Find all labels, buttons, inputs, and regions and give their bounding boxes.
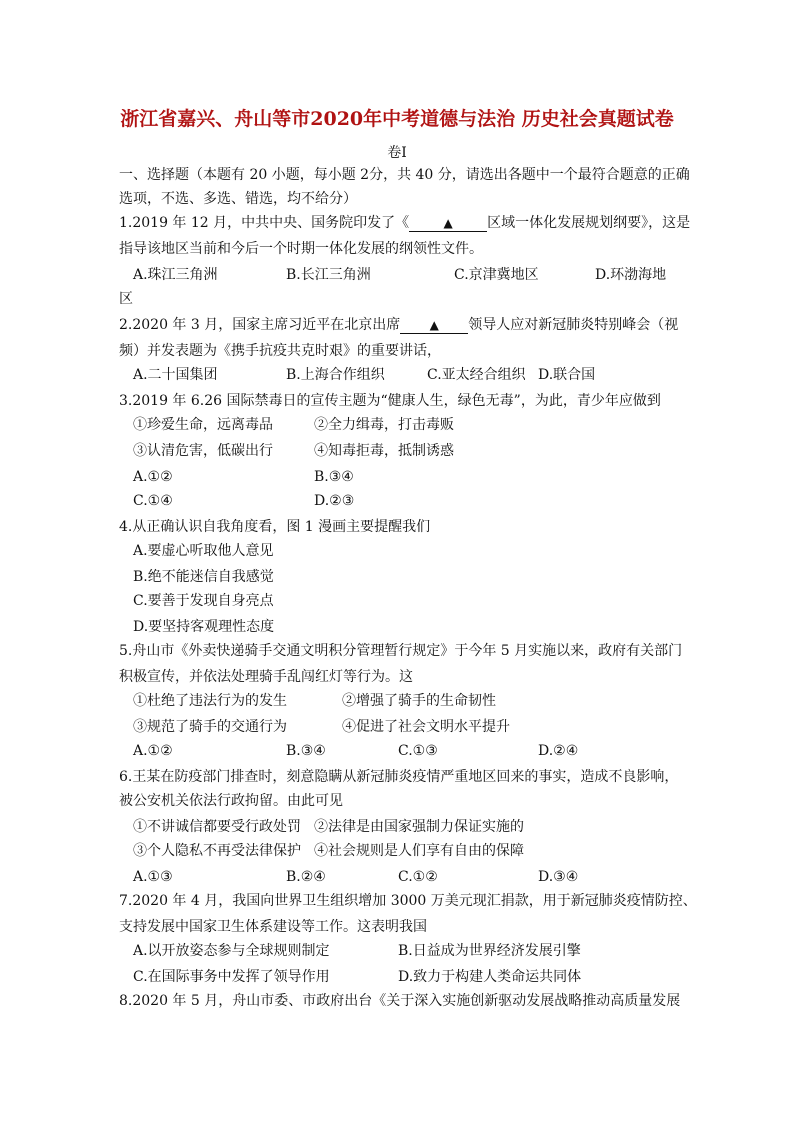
q7-option-d: D.致力于构建人类命运共同体 bbox=[398, 969, 582, 985]
question-1-stem-line2: 指导该地区当前和今后一个时期一体化发展的纲领性文件。 bbox=[119, 241, 483, 257]
question-4-stem: 4.从正确认识自我角度看，图 1 漫画主要提醒我们 bbox=[119, 519, 431, 535]
section-instruction-line2: 选项，不选、多选、错选，均不给分） bbox=[119, 191, 357, 207]
q3-option-c: C.①④ bbox=[133, 493, 173, 509]
page-title: 浙江省嘉兴、舟山等市2020年中考道德与法治 历史社会真题试卷 bbox=[120, 108, 674, 130]
triangle-icon: ▲ bbox=[429, 318, 439, 332]
q5-item-4: ④促进了社会文明水平提升 bbox=[342, 719, 510, 735]
q2-option-a: A.二十国集团 bbox=[133, 367, 218, 383]
q3-item-3: ③认清危害，低碳出行 bbox=[133, 443, 273, 459]
q1-option-c: C.京津冀地区 bbox=[454, 267, 539, 283]
question-1-stem: 1.2019 年 12 月，中共中央、国务院印发了《 ▲ 区域一体化发展规划纲要》，这是 bbox=[119, 215, 691, 231]
q6-item-4: ④社会规则是人们享有自由的保障 bbox=[314, 843, 524, 859]
question-7-stem-line2: 支持发展中国家卫生体系建设等工作。这表明我国 bbox=[119, 919, 427, 935]
q6-option-b: B.②④ bbox=[286, 869, 326, 885]
question-2-stem-line2: 频）并发表题为《携手抗疫共克时艰》的重要讲话， bbox=[119, 343, 441, 359]
answer-blank bbox=[400, 318, 468, 334]
q4-option-a: A.要虚心听取他人意见 bbox=[133, 543, 274, 559]
q5-option-c: C.①③ bbox=[398, 743, 438, 759]
q3-option-b: B.③④ bbox=[314, 469, 354, 485]
q4-option-d: D.要坚持客观理性态度 bbox=[133, 619, 275, 635]
q7-option-a: A.以开放姿态参与全球规则制定 bbox=[133, 943, 330, 959]
answer-blank bbox=[409, 216, 487, 232]
question-5-stem-line2: 积极宣传，并依法处理骑手乱闯红灯等行为。这 bbox=[119, 669, 413, 685]
question-2-stem: 2.2020 年 3 月，国家主席习近平在北京出席 ▲ 领导人应对新冠肺炎特别峰会（视 bbox=[119, 317, 679, 333]
q5-option-d: D.②④ bbox=[538, 743, 579, 759]
q3-item-4: ④知毒拒毒，抵制诱惑 bbox=[314, 443, 454, 459]
question-8-stem-line1: 8.2020 年 5 月，舟山市委、市政府出台《关于深入实施创新驱动发展战略推动高质量发展 bbox=[119, 993, 681, 1009]
q6-option-c: C.①② bbox=[398, 869, 438, 885]
q5-item-1: ①杜绝了违法行为的发生 bbox=[133, 693, 287, 709]
q4-option-c: C.要善于发现自身亮点 bbox=[133, 593, 274, 609]
q5-item-3: ③规范了骑手的交通行为 bbox=[133, 719, 287, 735]
question-6-stem-line2: 被公安机关依法行政拘留。由此可见 bbox=[119, 793, 343, 809]
q3-item-1: ①珍爱生命，远离毒品 bbox=[133, 417, 273, 433]
q6-item-3: ③个人隐私不再受法律保护 bbox=[133, 843, 301, 859]
q6-item-1: ①不讲诚信都要受行政处罚 bbox=[133, 819, 301, 835]
question-3-stem: 3.2019 年 6.26 国际禁毒日的宣传主题为“健康人生，绿色无毒”，为此，青少年应做到 bbox=[119, 393, 661, 409]
section-instruction-line1: 一、选择题（本题有 20 小题，每小题 2分，共 40 分，请选出各题中一个最符合题意的正确 bbox=[119, 167, 690, 183]
q2-option-b: B.上海合作组织 bbox=[286, 367, 385, 383]
q1-option-d: D.环渤海地 bbox=[595, 267, 667, 283]
q2-option-d: D.联合国 bbox=[538, 367, 596, 383]
q7-option-c: C.在国际事务中发挥了领导作用 bbox=[133, 969, 330, 985]
q6-option-a: A.①③ bbox=[133, 869, 173, 885]
q7-option-b: B.日益成为世界经济发展引擎 bbox=[398, 943, 581, 959]
question-7-stem-line1: 7.2020 年 4 月，我国向世界卫生组织增加 3000 万美元现汇捐款，用于新冠肺炎疫情防控、 bbox=[119, 893, 697, 909]
q6-item-2: ②法律是由国家强制力保证实施的 bbox=[314, 819, 524, 835]
q6-option-d: D.③④ bbox=[538, 869, 579, 885]
q4-option-b: B.绝不能迷信自我感觉 bbox=[133, 569, 274, 585]
volume-label: 卷Ⅰ bbox=[387, 145, 407, 161]
q1-option-d-wrap: 区 bbox=[119, 291, 133, 307]
q3-option-d: D.②③ bbox=[314, 493, 355, 509]
q5-item-2: ②增强了骑手的生命韧性 bbox=[342, 693, 496, 709]
q3-option-a: A.①② bbox=[133, 469, 173, 485]
q3-item-2: ②全力缉毒，打击毒贩 bbox=[314, 417, 454, 433]
triangle-icon: ▲ bbox=[443, 216, 453, 230]
question-5-stem-line1: 5.舟山市《外卖快递骑手交通文明积分管理暂行规定》于今年 5 月实施以来，政府有关部门 bbox=[119, 643, 683, 659]
q1-option-a: A.珠江三角洲 bbox=[133, 267, 218, 283]
q5-option-a: A.①② bbox=[133, 743, 173, 759]
question-6-stem-line1: 6.王某在防疫部门排查时，刻意隐瞒从新冠肺炎疫情严重地区回来的事实，造成不良影响， bbox=[119, 769, 679, 785]
q2-option-c: C.亚太经合组织 bbox=[427, 367, 526, 383]
q1-option-b: B.长江三角洲 bbox=[286, 267, 371, 283]
q5-option-b: B.③④ bbox=[286, 743, 326, 759]
